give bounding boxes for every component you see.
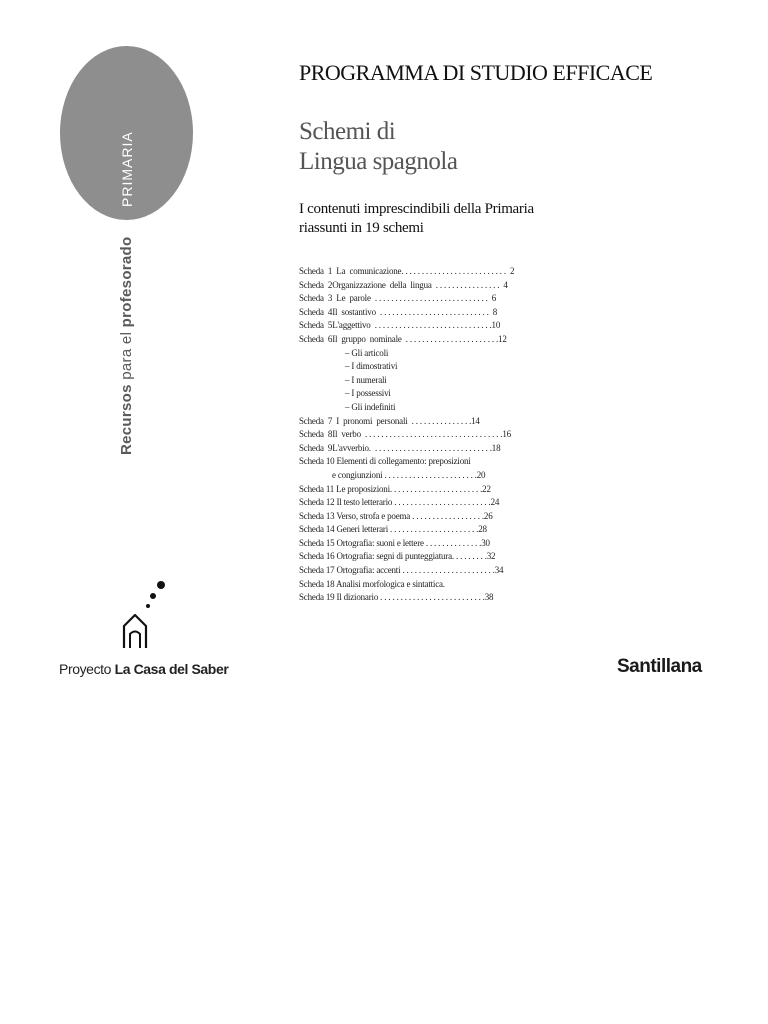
toc-entry: Scheda 5L'aggettivo . . . . . . . . . . . . . . . . . . . . . . . . . . . . .10 bbox=[299, 320, 501, 331]
toc-entry: Scheda 3 Le parole . . . . . . . . . . . . . . . . . . . . . . . . . . . . 6 bbox=[299, 293, 497, 304]
table-of-contents bbox=[299, 265, 599, 605]
tagline bbox=[299, 200, 534, 238]
toc-entry: Scheda 10 Elementi di collegamento: preposizioni bbox=[299, 456, 471, 467]
toc-entry: Scheda 17 Ortografia: accenti . . . . . . . . . . . . . . . . . . . . . . .34 bbox=[299, 565, 504, 576]
toc-entry: Scheda 15 Ortografia: suoni e lettere . . . . . . . . . . . . . .30 bbox=[299, 537, 490, 548]
page-title: PROGRAMMA DI STUDIO EFFICACE bbox=[299, 60, 653, 85]
project-name: La Casa del Saber bbox=[114, 661, 229, 677]
toc-entry: Scheda 13 Verso, strofa e poema . . . . . . . . . . . . . . . . . .26 bbox=[299, 510, 493, 521]
subtitle-line-2: Lingua spagnola bbox=[299, 148, 458, 175]
toc-entry: Scheda 19 Il dizionario . . . . . . . . . . . . . . . . . . . . . . . . . .38 bbox=[299, 592, 494, 603]
toc-entry: Scheda 1 La comunicazione. . . . . . . . . . . . . . . . . . . . . . . . . . 2 bbox=[299, 266, 515, 276]
level-label: PRIMARIA bbox=[119, 131, 135, 207]
toc-entry: Scheda 4Il sostantivo . . . . . . . . . . . . . . . . . . . . . . . . . . . 8 bbox=[299, 306, 498, 317]
toc-subentry: – I numerali bbox=[345, 374, 387, 385]
subtitle bbox=[299, 117, 457, 177]
house-bubbles-icon bbox=[118, 578, 168, 652]
toc-entry: Scheda 8Il verbo . . . . . . . . . . . . . . . . . . . . . . . . . . . . . . . . . .16 bbox=[299, 429, 511, 440]
toc-subentry: – Gli indefiniti bbox=[345, 401, 396, 412]
project-prefix: Proyecto bbox=[59, 661, 112, 677]
series-word-2: para el bbox=[118, 331, 135, 380]
tagline-line-2: riassunti in 19 schemi bbox=[299, 220, 424, 236]
series-word-1: Recursos bbox=[118, 384, 135, 455]
publisher-logo: Santillana bbox=[617, 656, 702, 677]
tagline-line-1: I contenuti imprescindibili della Primaria bbox=[299, 201, 534, 217]
toc-entry: Scheda 16 Ortografia: segni di punteggiatura. . . . . . . . .32 bbox=[299, 551, 496, 562]
toc-subentry: – Gli articoli bbox=[345, 347, 389, 358]
toc-entry: Scheda 9L'avverbio. . . . . . . . . . . . . . . . . . . . . . . . . . . . . .18 bbox=[299, 442, 501, 453]
toc-subentry: – I dimostrativi bbox=[345, 361, 398, 372]
toc-entry: Scheda 6Il gruppo nominale . . . . . . . . . . . . . . . . . . . . . . .12 bbox=[299, 333, 507, 344]
toc-entry: Scheda 18 Analisi morfologica e sintattica. bbox=[299, 578, 445, 589]
series-label bbox=[118, 237, 135, 455]
toc-entry: Scheda 7 I pronomi personali . . . . . . . . . . . . . . .14 bbox=[299, 415, 480, 426]
toc-entry: Scheda 11 Le proposizioni. . . . . . . . . . . . . . . . . . . . . . .22 bbox=[299, 483, 491, 494]
series-word-3: profesorado bbox=[118, 236, 135, 328]
project-brand bbox=[59, 661, 228, 677]
toc-entry: Scheda 2Organizzazione della lingua . . . . . . . . . . . . . . . . 4 bbox=[299, 279, 508, 290]
subtitle-line-1: Schemi di bbox=[299, 118, 396, 145]
toc-entry: Scheda 14 Generi letterari . . . . . . . . . . . . . . . . . . . . . .28 bbox=[299, 524, 487, 535]
toc-subentry: – I possessivi bbox=[345, 388, 391, 399]
toc-entry-continuation: e congiunzioni . . . . . . . . . . . . . . . . . . . . . . .20 bbox=[332, 469, 486, 480]
toc-entry: Scheda 12 Il testo letterario . . . . . . . . . . . . . . . . . . . . . . . .24 bbox=[299, 497, 500, 508]
